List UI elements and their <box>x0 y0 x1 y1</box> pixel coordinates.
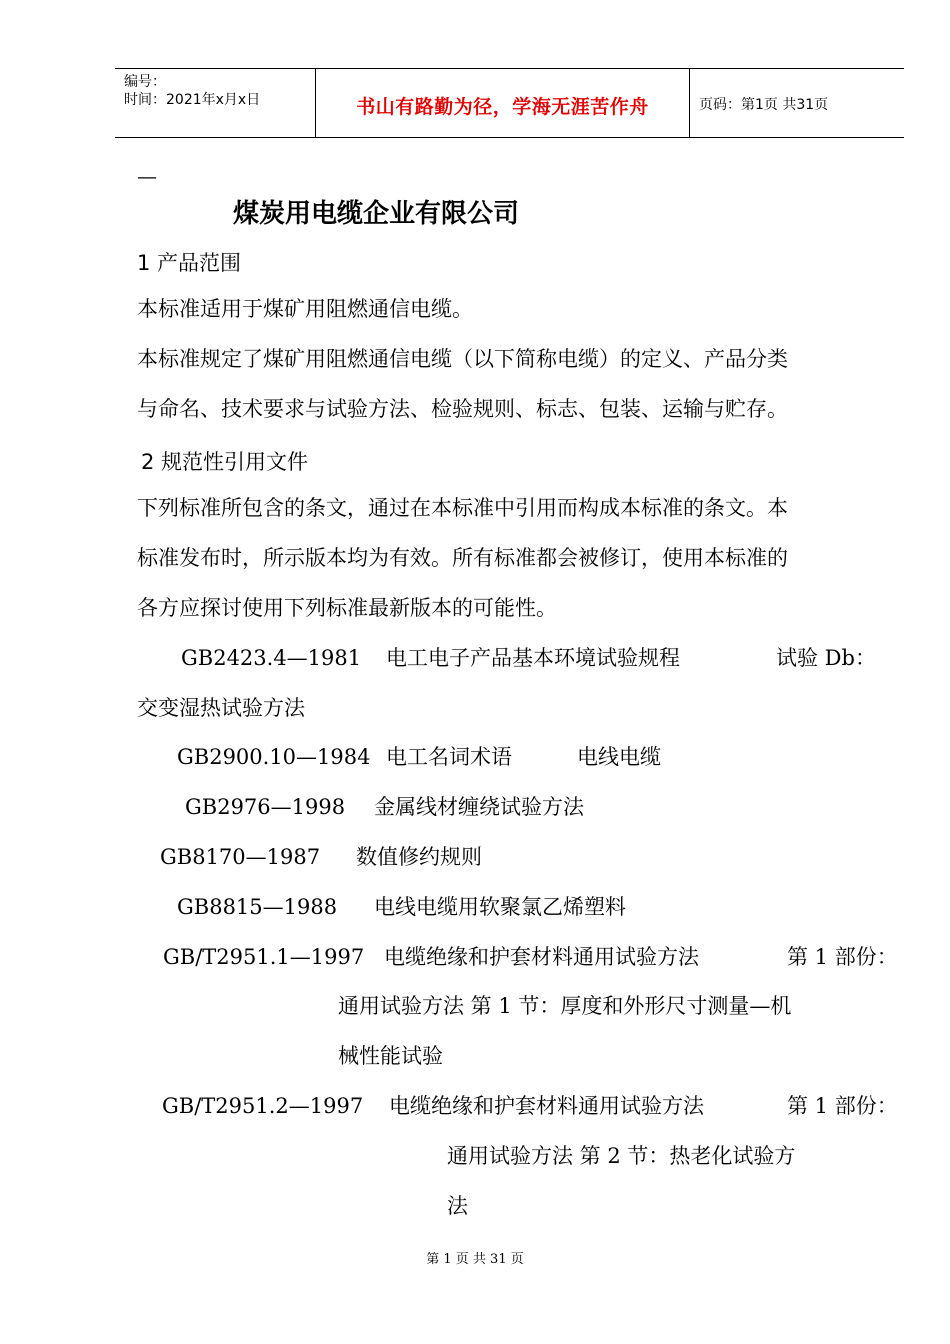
reference-name: 电缆绝缘和护套材料通用试验方法 <box>389 1094 704 1118</box>
header-meta-cell <box>115 69 315 137</box>
reference-name: 电工名词术语 <box>386 745 512 769</box>
reference-continuation: 通用试验方法 第 1 节：厚度和外形尺寸测量—机 <box>338 994 792 1018</box>
reference-extra: 第 1 部份： <box>787 1094 898 1118</box>
header-motto-cell <box>315 69 690 137</box>
section-2-paragraph-line-3: 各方应探讨使用下列标准最新版本的可能性。 <box>137 596 557 620</box>
reference-name: 电线电缆用软聚氯乙烯塑料 <box>374 895 626 919</box>
reference-continuation: 法 <box>447 1194 468 1218</box>
reference-code: GB2900.10—1984 <box>177 745 371 769</box>
page-header <box>115 68 904 138</box>
section-2-heading: 2 规范性引用文件 <box>141 450 309 474</box>
page-footer: 第 1 页 共 31 页 <box>426 1252 524 1267</box>
reference-code: GB8170—1987 <box>160 845 321 869</box>
document-title: 煤炭用电缆企业有限公司 <box>233 199 520 229</box>
reference-extra: 试验 Db： <box>776 646 876 670</box>
header-motto: 书山有路勤为径，学海无涯苦作舟 <box>356 96 649 118</box>
section-2-paragraph-line-2: 标准发布时，所示版本均为有效。所有标准都会被修订，使用本标准的 <box>137 546 788 570</box>
reference-code: GB8815—1988 <box>177 895 338 919</box>
section-1-heading: 1 产品范围 <box>137 251 242 275</box>
section-1-paragraph-2-line-1: 本标准规定了煤矿用阻燃通信电缆（以下简称电缆）的定义、产品分类 <box>137 347 788 371</box>
reference-name: 金属线材缠绕试验方法 <box>374 795 584 819</box>
reference-name: 电工电子产品基本环境试验规程 <box>386 646 680 670</box>
leading-dash: — <box>137 164 157 188</box>
section-2-paragraph-line-1: 下列标准所包含的条文，通过在本标准中引用而构成本标准的条文。本 <box>137 496 788 520</box>
reference-code: GB/T2951.1—1997 <box>163 945 365 969</box>
reference-name: 数值修约规则 <box>356 845 482 869</box>
reference-continuation: 通用试验方法 第 2 节：热老化试验方 <box>447 1144 796 1168</box>
section-1-paragraph-2-line-2: 与命名、技术要求与试验方法、检验规则、标志、包装、运输与贮存。 <box>137 397 788 421</box>
reference-extra: 第 1 部份： <box>787 945 898 969</box>
reference-code: GB2423.4—1981 <box>181 646 362 670</box>
document-time-label: 时间：2021年x月x日 <box>124 92 261 108</box>
section-1-paragraph-1: 本标准适用于煤矿用阻燃通信电缆。 <box>137 297 473 321</box>
reference-code: GB/T2951.2—1997 <box>162 1094 364 1118</box>
reference-extra: 电线电缆 <box>577 745 661 769</box>
reference-continuation: 械性能试验 <box>338 1044 443 1068</box>
reference-name: 电缆绝缘和护套材料通用试验方法 <box>384 945 699 969</box>
document-number-label: 编号： <box>124 74 166 90</box>
header-page-cell <box>689 69 904 137</box>
header-page-info: 页码：第1页 共31页 <box>699 97 829 113</box>
reference-continuation: 交变湿热试验方法 <box>137 696 305 720</box>
reference-code: GB2976—1998 <box>185 795 346 819</box>
